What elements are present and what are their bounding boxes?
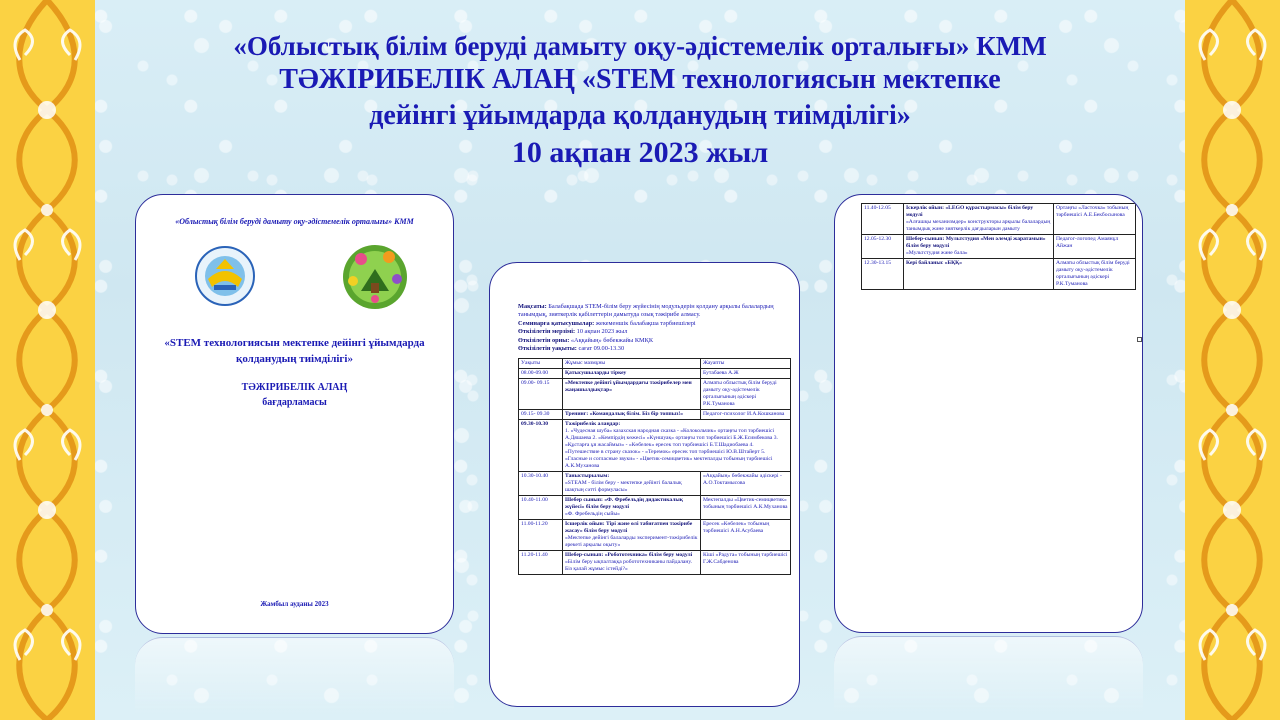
table-row [862, 259, 1136, 290]
cover-subtitle: ТӘЖІРИБЕЛІК АЛАҢ [241, 382, 348, 393]
row-time: 12.05-12.30 [862, 235, 904, 259]
cover-subtitle-program: бағдарламасы [262, 397, 327, 408]
program-schedule-page [489, 262, 800, 707]
row-time: 09.15- 09.30 [519, 410, 563, 420]
row-time: 08.00-09.00 [519, 369, 563, 379]
row-time: 11.40-12.05 [862, 204, 904, 235]
intro-goal: Мақсаты: Балабақшада STEM-білім беру жүйесінің модульдерін қолдану арқылы балалардың танымдық, зияткерлік қабілеттерін дамытуда озық тәжірибе алмасу. [518, 303, 774, 319]
table-row [519, 369, 791, 379]
row-time: 11.00-11.20 [519, 520, 563, 551]
resize-handle[interactable] [1137, 337, 1142, 342]
cover-reflection [135, 637, 454, 717]
row-resp: Ортаңғы «Ласточка» тобының тәрбиешісі А.Е.Бекбосынова [1054, 204, 1136, 235]
row-work: «Мектепке дейінгі ұйымдардағы тәжірибелер мен жаңашылдықтар» [563, 379, 701, 410]
table-row [862, 235, 1136, 259]
title-org: «Облыстық білім беруді дамыту оқу-әдістемелік орталығы» КММ [233, 31, 1047, 61]
row-work: Шебер-сынып: «Робототехника» білім беру модулі «Білім беру ықпалтаққа робототехниканы пайдалану. Біз қалай жұмыс істейді?» [563, 551, 701, 575]
row-resp: Алматы облыстық білім беруді дамыту оқу-әдістемелік орталығының әдіскері Р.К.Туманова [1054, 259, 1136, 290]
row-resp: Педагог-психолог И.А.Кошканова [701, 410, 791, 420]
cover-title: «STEM технологиясын мектепке дейінгі ұйымдарда қолданудың тиімділігі» [164, 337, 425, 365]
row-time: 09.00- 09.15 [519, 379, 563, 410]
col-work-header: Жұмыс мазмұны [563, 359, 701, 369]
col-time-header: Уақыты [519, 359, 563, 369]
program-table-continued [861, 203, 1136, 290]
intro-date: Өткізілетін мерзімі: 10 ақпан 2023 жыл [518, 328, 628, 336]
row-work: Таныстырылым: «STEAM - білім беру - мектепке дейінгі балалық шақтың сәтті формуласы» [563, 472, 701, 496]
table-row [519, 520, 791, 551]
table-header-row [519, 359, 791, 369]
row-work: Тренинг: «Командалық білім. Біз бір топпыз!» [563, 410, 701, 420]
left-ornament-border [0, 0, 95, 720]
intro-participants: Семинарға қатысушылар: жекеменшік балабақша тәрбиешілері [518, 319, 696, 327]
program-intro [518, 303, 785, 353]
row-time: 12.30-13.15 [862, 259, 904, 290]
program-continuation-page [834, 194, 1143, 633]
row-resp: «Аққайың» бөбекжайы әдіскері - А.О.Токтамысова [701, 472, 791, 496]
row-work: Ісшерлік ойын: Тірі және өлі табиғатпен тәжірибе жасау» білім беру модулі «Мектепке дейінгі балаларды эксперимент-тәжірибелік әрекеті арқылы оқыту» [563, 520, 701, 551]
row-time: 10.40-11.00 [519, 496, 563, 520]
title-event-line2: дейінгі ұйымдарда қолданудың тиімділігі» [369, 100, 911, 131]
kindergarten-logo-icon [341, 243, 409, 311]
ornament-pattern-icon [0, 0, 95, 720]
row-time: 10.30-10.40 [519, 472, 563, 496]
row-work: Шебер сынып: «Ф. Фребельдің дидактикалық жүйесі» білім беру модулі «Ф. Фребельдің сыйы» [563, 496, 701, 520]
right-ornament-border [1185, 0, 1280, 720]
table-row [519, 496, 791, 520]
table-row [519, 551, 791, 575]
row-resp: Педагог-логопед Амаянұл Айжан [1054, 235, 1136, 259]
ornament-pattern-icon [1185, 0, 1280, 720]
row-work: Шебер-сынып: Мультстудия «Мен әлемді жаратамын» білім беру модулі «Мультстудия және бала» [904, 235, 1054, 259]
table-row [519, 410, 791, 420]
table-row [862, 204, 1136, 235]
title-date: 10 ақпан 2023 жыл [511, 136, 769, 169]
row-work: Қатысушыларды тіркеу [563, 369, 701, 379]
row-time: 09.30-10.30 [519, 420, 563, 472]
row-resp: Кіші «Радуга» тобының тәрбиешісі Г.Ж.Сабденова [701, 551, 791, 575]
program-table [518, 358, 791, 575]
row-resp: Алматы облыстық білім беруді дамыту оқу-әдістемелік орталығының әдіскері Р.К.Туманова [701, 379, 791, 410]
cover-footer: Жамбыл ауданы 2023 [260, 600, 329, 608]
cover-org-name: «Облыстық білім беруді дамыту оқу-әдістемелік орталығы» КММ [175, 217, 414, 226]
program-cover-page [135, 194, 454, 634]
org-emblem-icon [194, 245, 256, 307]
row-resp: Ересек «Көбелек» тобының тәрбиешісі А.Н.Асубаева [701, 520, 791, 551]
table-row [519, 472, 791, 496]
row-work: Кері байланыс «БҚҚ» [904, 259, 1054, 290]
row-time: 11.20-11.40 [519, 551, 563, 575]
row-resp: Бутабаева А.Ж [701, 369, 791, 379]
row-resp: Мектепалды «Цветик-семицветик» тобының тәрбиешісі А.К.Муханова [701, 496, 791, 520]
continuation-reflection [834, 636, 1143, 716]
row-work: Тәжірибелік алаңдар: 1. «Чудесная шуба» казахская народная сказка - «Колокольчик» ортаңғы топ тәрбиешісі А.Дяшаева 2. «Кемпірдің көжесі» «Күншуақ» ортаңғы топ тәрбиешісі Б.Ж.Есимбекова 3. «Құстарға ұя жасаймыз» - «Көбелек» ересек топ тәрбиешісі Б.Т.Шадиобаева 4. «Путешествие в страну сказок» - «Теремок» ересек топ тәрбиешісі Ю.В.Штайерт 5. «Гласные и согласные звуки» - «Цветик-семицветик» мектепалды тобының тәрбиешісі А.К.Муханова [563, 420, 791, 472]
slide-title [110, 30, 1170, 172]
title-event-line1: ТӘЖІРИБЕЛІК АЛАҢ «STEM технологиясын мектепке [279, 64, 1001, 95]
row-work: Іскерлік ойын: «LEGO құрастырмасы» білім беру модулі «Алғашқы механизмдер» конструкторы арқылы балалардың танымдық және зияткерлік дағдыларын дамыту [904, 204, 1054, 235]
intro-time: Өткізілетін уақыты: сағат 09.00-13.30 [518, 345, 625, 353]
intro-place: Өткізілетін орны: «Аққайың» бөбекжайы КМҚК [518, 336, 654, 344]
table-row [519, 420, 791, 472]
table-row [519, 379, 791, 410]
col-resp-header: Жауапты [701, 359, 791, 369]
